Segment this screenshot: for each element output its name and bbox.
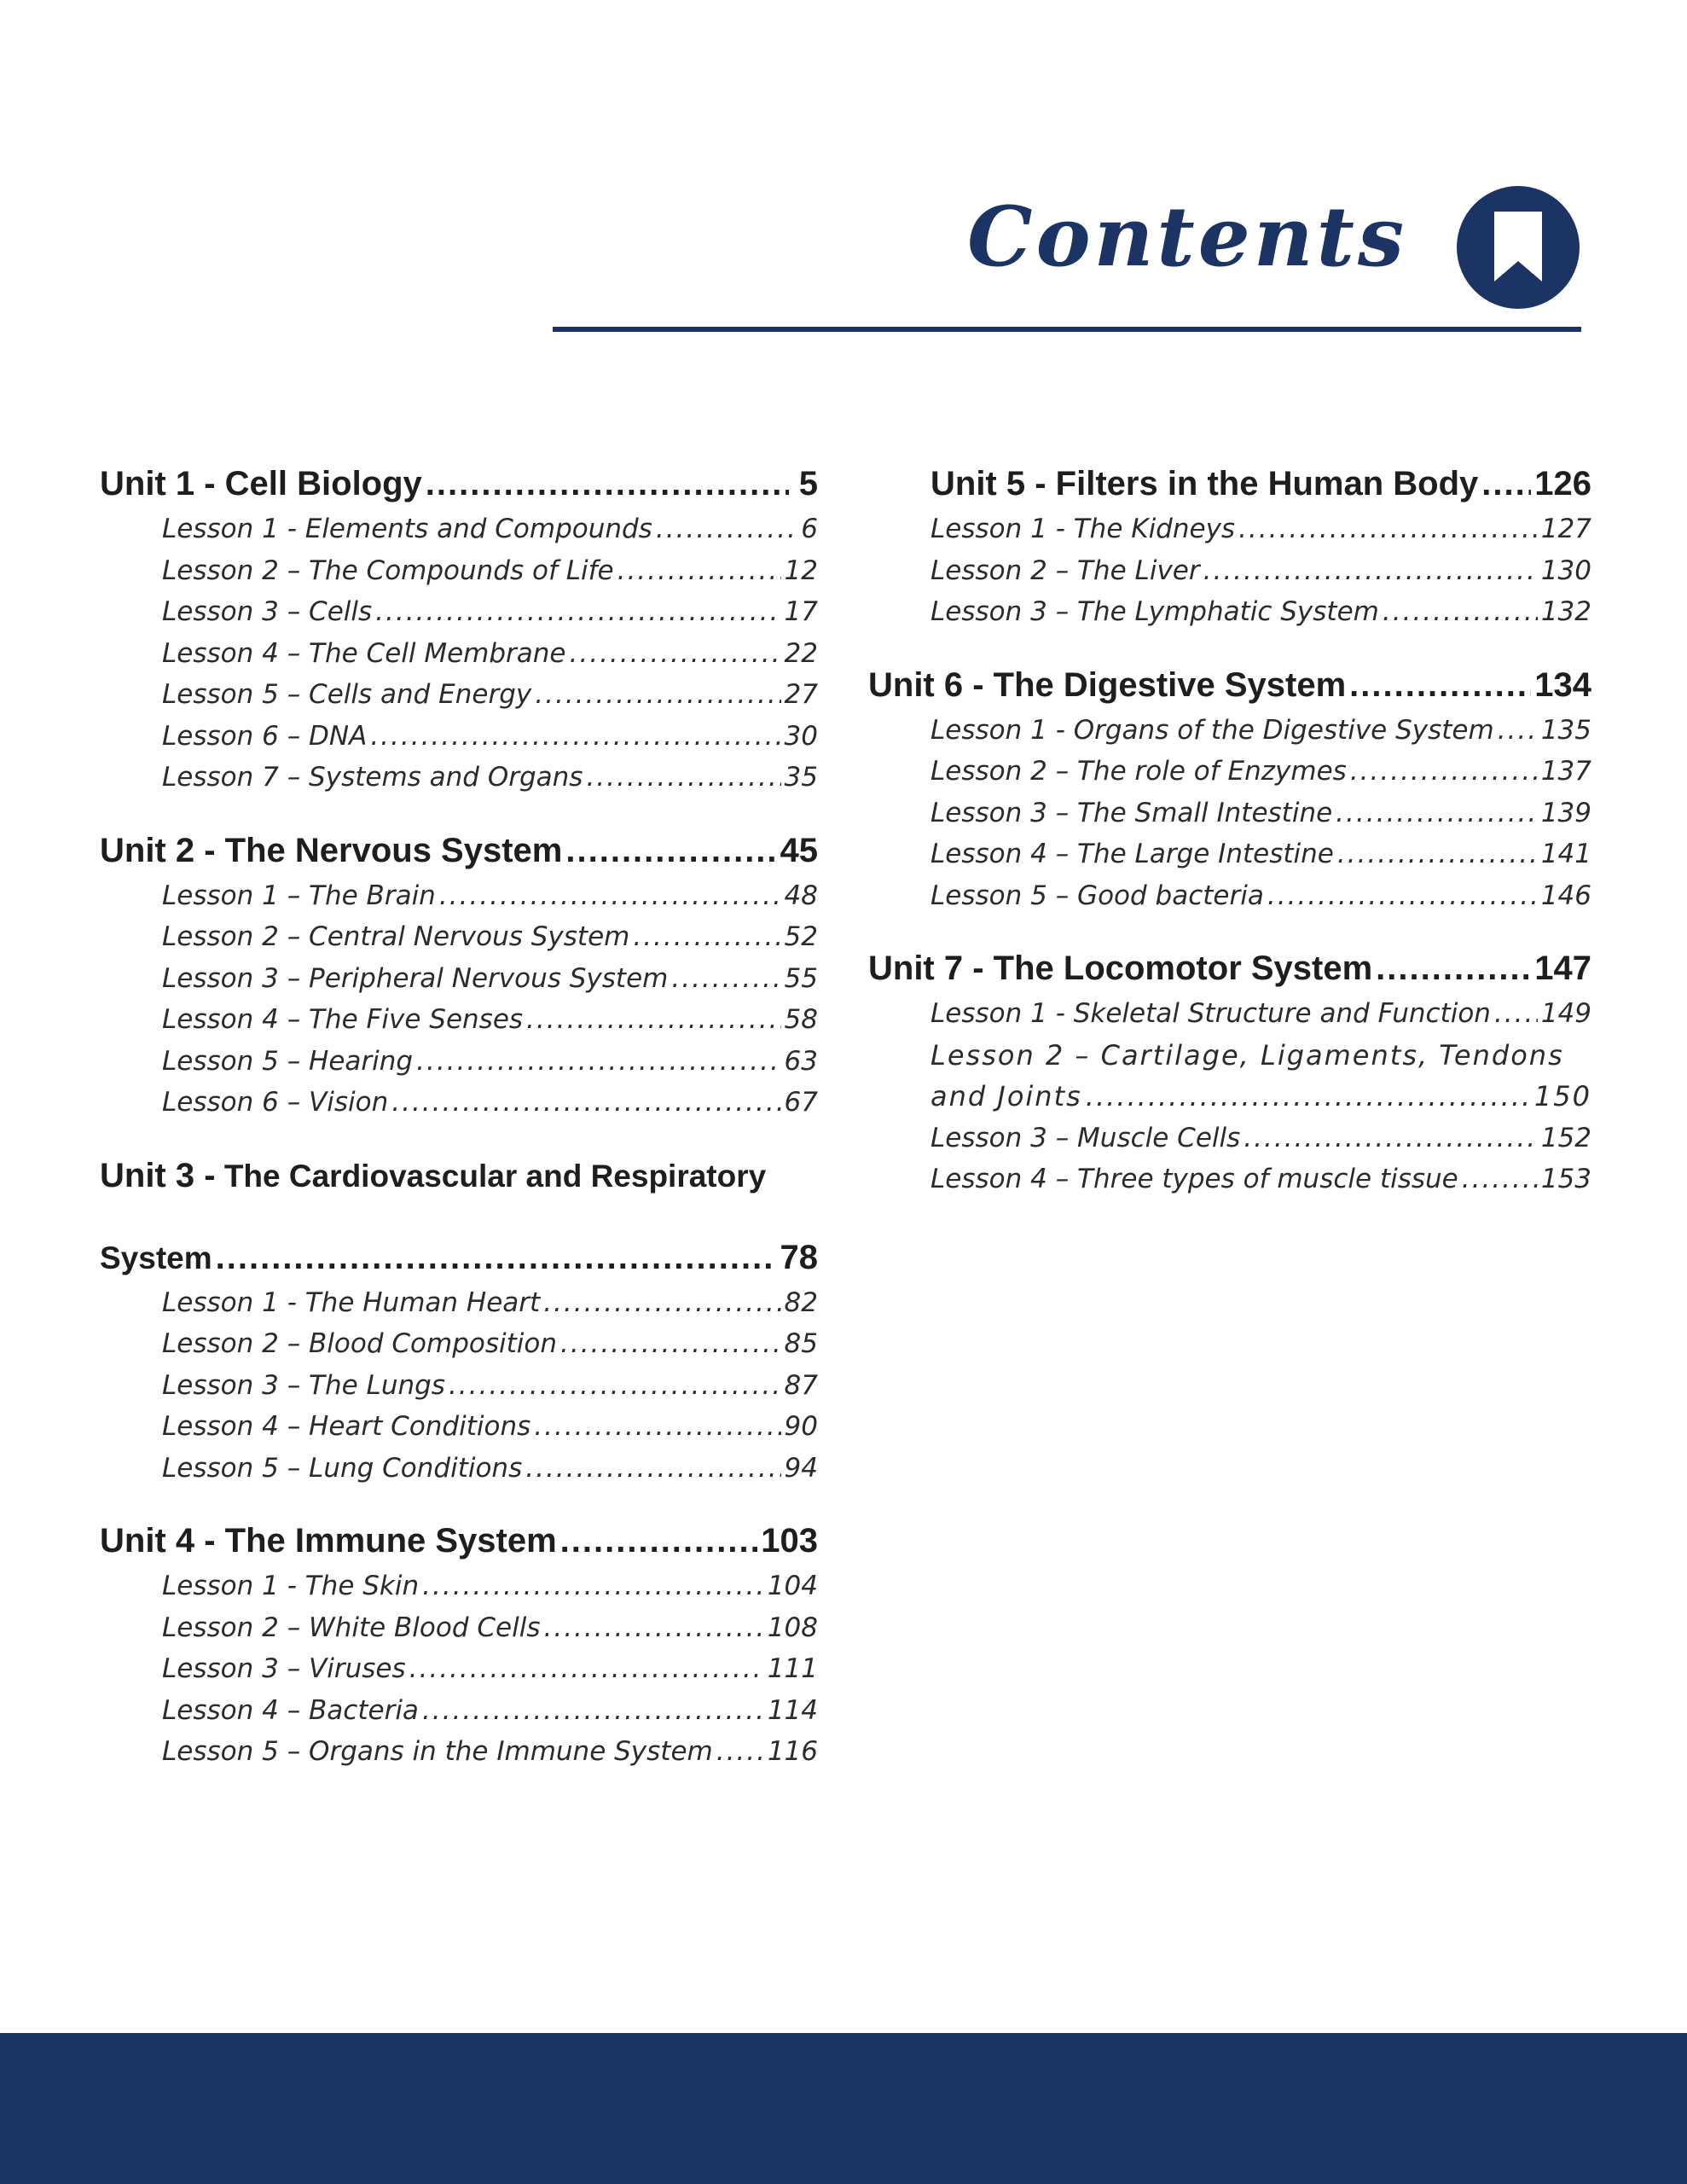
lesson-page-number: 137 — [1540, 756, 1591, 787]
unit-title: Unit 2 - The Nervous System — [100, 831, 563, 869]
dot-leader — [656, 508, 797, 550]
footer-band — [0, 2033, 1687, 2184]
lesson-title: Lesson 2 – The Liver — [930, 555, 1200, 586]
unit-page-number: 147 — [1534, 950, 1591, 987]
lesson-title: Lesson 5 – Lung Conditions — [162, 1452, 523, 1484]
lesson-title: Lesson 6 – Vision — [162, 1087, 389, 1118]
lesson-page-number: 30 — [784, 720, 818, 752]
lesson-page-number: 27 — [784, 679, 818, 710]
lesson-page-number: 12 — [784, 555, 818, 586]
toc-lesson-row[interactable] — [868, 1159, 1591, 1200]
lesson-page-number: 127 — [1540, 514, 1591, 544]
dot-leader — [560, 1323, 781, 1365]
dot-leader — [439, 875, 781, 917]
toc-lesson-row[interactable] — [868, 793, 1591, 834]
lesson-title: Lesson 4 – Three types of muscle tissue — [930, 1164, 1458, 1194]
dot-leader — [216, 1233, 777, 1282]
toc-lesson-row[interactable] — [100, 1041, 818, 1083]
lesson-page-number: 82 — [784, 1287, 818, 1318]
toc-lesson-row[interactable] — [100, 757, 818, 799]
toc-lesson-row[interactable] — [100, 1731, 818, 1773]
lesson-title: Lesson 3 – The Lungs — [162, 1369, 445, 1401]
toc-unit — [868, 459, 1591, 633]
lesson-title: Lesson 3 – Muscle Cells — [930, 1122, 1241, 1153]
lesson-page-number: 108 — [767, 1612, 818, 1643]
toc-unit-heading[interactable] — [100, 1516, 818, 1565]
lesson-page-number: 114 — [767, 1694, 818, 1726]
toc-lesson-row[interactable] — [100, 591, 818, 633]
dot-leader — [525, 1448, 780, 1490]
lesson-title: Lesson 1 - The Human Heart — [162, 1287, 541, 1318]
dot-leader — [1203, 550, 1538, 592]
dot-leader — [535, 674, 780, 716]
toc-unit-heading[interactable] — [868, 459, 1591, 508]
unit-title: Unit 4 - The Immune System — [100, 1522, 557, 1560]
lesson-page-number: 104 — [767, 1571, 818, 1601]
dot-leader — [617, 550, 781, 592]
unit-title: The Cardiovascular and Respiratory — [223, 1158, 767, 1194]
dot-leader — [560, 1516, 758, 1565]
lesson-title: Lesson 5 – Cells and Energy — [162, 679, 532, 710]
lesson-title: Lesson 1 - Elements and Compounds — [162, 514, 652, 544]
toc-lesson-row[interactable] — [100, 999, 818, 1041]
toc-lesson-row[interactable] — [100, 1607, 818, 1649]
lesson-title: Lesson 1 - Organs of the Digestive System — [930, 714, 1494, 746]
dot-leader — [422, 1690, 764, 1732]
dot-leader — [543, 1607, 763, 1649]
lesson-page-number: 146 — [1540, 880, 1591, 911]
toc-unit — [100, 826, 818, 1124]
dot-leader — [422, 1565, 764, 1607]
toc-lesson-row[interactable] — [868, 751, 1591, 793]
toc-lesson-row[interactable] — [868, 834, 1591, 875]
toc-lesson-row[interactable] — [100, 916, 818, 958]
unit-page-number: 103 — [761, 1522, 818, 1560]
toc-unit — [868, 944, 1591, 1200]
dot-leader — [426, 459, 789, 508]
lesson-title: Lesson 1 – The Brain — [162, 880, 436, 911]
lesson-title: Lesson 4 – The Cell Membrane — [162, 637, 566, 669]
lesson-title: Lesson 3 – Peripheral Nervous System — [162, 962, 669, 994]
lesson-title: Lesson 4 – Bacteria — [162, 1694, 419, 1726]
lesson-title: Lesson 1 - Skeletal Structure and Function — [930, 998, 1491, 1029]
unit-page-number: 78 — [780, 1238, 818, 1276]
toc-lesson-row[interactable] — [100, 958, 818, 1000]
toc-lesson-row[interactable] — [100, 1282, 818, 1324]
lesson-page-number: 150 — [1533, 1080, 1591, 1112]
dot-leader — [570, 633, 781, 675]
toc-unit — [100, 1151, 818, 1490]
dot-leader — [543, 1282, 780, 1324]
toc-unit-heading-line1[interactable] — [100, 1151, 818, 1200]
toc-lesson-row[interactable] — [100, 875, 818, 917]
dot-leader — [1238, 508, 1538, 550]
dot-leader — [1337, 834, 1538, 875]
dot-leader — [409, 1648, 764, 1690]
lesson-page-number: 116 — [767, 1736, 818, 1767]
unit-title: Unit 5 - Filters in the Human Body — [930, 465, 1479, 502]
lesson-page-number: 139 — [1540, 797, 1591, 828]
dot-leader — [370, 716, 780, 758]
page-title: Contents — [967, 189, 1407, 285]
lesson-page-number: 90 — [784, 1411, 818, 1442]
toc-lesson-row[interactable] — [868, 993, 1591, 1035]
toc-column-right — [868, 459, 1591, 1228]
toc-lesson-row[interactable] — [100, 633, 818, 675]
lesson-page-number: 153 — [1540, 1164, 1591, 1194]
dot-leader — [716, 1731, 764, 1773]
dot-leader — [1494, 993, 1538, 1035]
toc-lesson-row[interactable] — [868, 1076, 1591, 1118]
toc-lesson-row[interactable] — [100, 1448, 818, 1490]
toc-lesson-row[interactable] — [100, 508, 818, 550]
dot-leader — [1376, 944, 1531, 993]
toc-lesson-row[interactable] — [100, 1648, 818, 1690]
lesson-title: Lesson 2 – The role of Enzymes — [930, 756, 1347, 787]
lesson-page-number: 141 — [1540, 839, 1591, 869]
toc-unit — [100, 459, 818, 799]
unit-number: Unit 3 - — [100, 1156, 216, 1194]
title-underline — [553, 327, 1581, 332]
lesson-page-number: 67 — [784, 1087, 818, 1118]
toc-lesson-row[interactable] — [100, 1365, 818, 1407]
dot-leader — [1086, 1076, 1531, 1118]
toc-lesson-row[interactable] — [100, 1690, 818, 1732]
dot-leader — [1244, 1118, 1538, 1159]
lesson-page-number: 152 — [1540, 1122, 1591, 1153]
lesson-page-number: 58 — [784, 1004, 818, 1035]
bookmark-icon — [1457, 186, 1580, 309]
lesson-page-number: 52 — [784, 921, 818, 952]
lesson-title: Lesson 6 – DNA — [162, 720, 368, 752]
lesson-title: Lesson 7 – Systems and Organs — [162, 762, 583, 793]
unit-title: Unit 7 - The Locomotor System — [868, 950, 1373, 987]
dot-leader — [1350, 751, 1538, 793]
dot-leader — [1267, 875, 1538, 917]
toc-unit — [100, 1516, 818, 1773]
dot-leader — [1498, 710, 1538, 752]
toc-lesson-row[interactable] — [868, 710, 1591, 752]
lesson-title: Lesson 5 – Good bacteria — [930, 880, 1264, 911]
toc-lesson-row[interactable] — [100, 550, 818, 592]
toc-lesson-row[interactable] — [868, 508, 1591, 550]
lesson-page-number: 111 — [767, 1653, 818, 1684]
toc-unit-heading[interactable] — [868, 944, 1591, 993]
dot-leader — [449, 1365, 781, 1407]
lesson-page-number: 55 — [784, 962, 818, 994]
dot-leader — [391, 1082, 780, 1124]
lesson-page-number: 63 — [784, 1045, 818, 1077]
lesson-title: Lesson 2 – White Blood Cells — [162, 1612, 541, 1643]
toc-lesson-row[interactable] — [100, 1323, 818, 1365]
lesson-title-continued: and Joints — [930, 1080, 1082, 1112]
lesson-page-number: 6 — [801, 514, 818, 544]
dot-leader — [565, 826, 776, 875]
lesson-page-number: 94 — [784, 1452, 818, 1484]
lesson-title: Lesson 4 – Heart Conditions — [162, 1411, 531, 1442]
unit-page-number: 5 — [798, 465, 818, 502]
toc-column-left — [100, 459, 818, 1800]
toc-lesson-row[interactable] — [100, 1565, 818, 1607]
lesson-title: Lesson 5 – Hearing — [162, 1045, 414, 1077]
lesson-title: Lesson 2 – The Compounds of Life — [162, 555, 614, 586]
toc-lesson-row[interactable] — [868, 875, 1591, 917]
toc-lesson-row-wrapped-line1[interactable]: Lesson 2 – Cartilage, Ligaments, Tendons — [930, 1038, 1564, 1072]
lesson-page-number: 85 — [784, 1328, 818, 1359]
lesson-page-number: 22 — [784, 637, 818, 669]
lesson-title: Lesson 1 - The Kidneys — [930, 514, 1236, 544]
toc-lesson-row[interactable] — [868, 1118, 1591, 1159]
dot-leader — [526, 999, 781, 1041]
toc-lesson-row[interactable] — [868, 591, 1591, 633]
unit-page-number: 134 — [1534, 665, 1591, 704]
toc-unit-heading[interactable] — [100, 826, 818, 875]
lesson-title: Lesson 2 – Blood Composition — [162, 1328, 557, 1359]
unit-title: Unit 6 - The Digestive System — [868, 665, 1347, 704]
unit-page-number: 126 — [1534, 465, 1591, 502]
toc-unit — [868, 660, 1591, 917]
toc-lesson-row[interactable] — [100, 674, 818, 716]
dot-leader — [1462, 1159, 1538, 1200]
dot-leader — [375, 591, 780, 633]
lesson-page-number: 132 — [1540, 596, 1591, 627]
lesson-page-number: 135 — [1540, 714, 1591, 746]
dot-leader — [1336, 793, 1538, 834]
dot-leader — [1383, 591, 1538, 633]
unit-page-number: 45 — [780, 831, 818, 869]
lesson-title: Lesson 3 – The Lymphatic System — [930, 596, 1379, 627]
dot-leader — [1349, 660, 1531, 710]
toc-lesson-row[interactable] — [868, 550, 1591, 592]
lesson-title: Lesson 3 – The Small Intestine — [930, 797, 1333, 828]
lesson-page-number: 35 — [784, 762, 818, 793]
lesson-title: Lesson 2 – Central Nervous System — [162, 921, 630, 952]
dot-leader — [671, 958, 780, 1000]
lesson-page-number: 48 — [784, 880, 818, 911]
toc-lesson-row[interactable] — [100, 1082, 818, 1124]
lesson-title: Lesson 3 – Cells — [162, 596, 373, 627]
dot-leader — [534, 1406, 780, 1448]
toc-lesson-row[interactable] — [100, 716, 818, 758]
lesson-title: Lesson 3 – Viruses — [162, 1653, 406, 1684]
lesson-page-number: 149 — [1540, 998, 1591, 1029]
dot-leader — [633, 916, 780, 958]
unit-title-continued: System — [100, 1240, 212, 1275]
lesson-page-number: 87 — [784, 1369, 818, 1401]
dot-leader — [416, 1041, 780, 1083]
lesson-page-number: 17 — [784, 596, 818, 627]
dot-leader — [586, 757, 780, 799]
lesson-title: Lesson 4 – The Large Intestine — [930, 839, 1334, 869]
lesson-title: Lesson 5 – Organs in the Immune System — [162, 1736, 713, 1767]
toc-unit-heading[interactable] — [100, 459, 818, 508]
lesson-page-number: 130 — [1540, 555, 1591, 586]
toc-lesson-row[interactable] — [100, 1406, 818, 1448]
lesson-title: Lesson 1 - The Skin — [162, 1571, 420, 1601]
unit-title: Unit 1 - Cell Biology — [100, 465, 422, 502]
dot-leader — [1481, 459, 1531, 508]
toc-unit-heading[interactable] — [868, 660, 1591, 710]
toc-unit-heading[interactable] — [100, 1233, 818, 1282]
lesson-title: Lesson 4 – The Five Senses — [162, 1004, 524, 1035]
